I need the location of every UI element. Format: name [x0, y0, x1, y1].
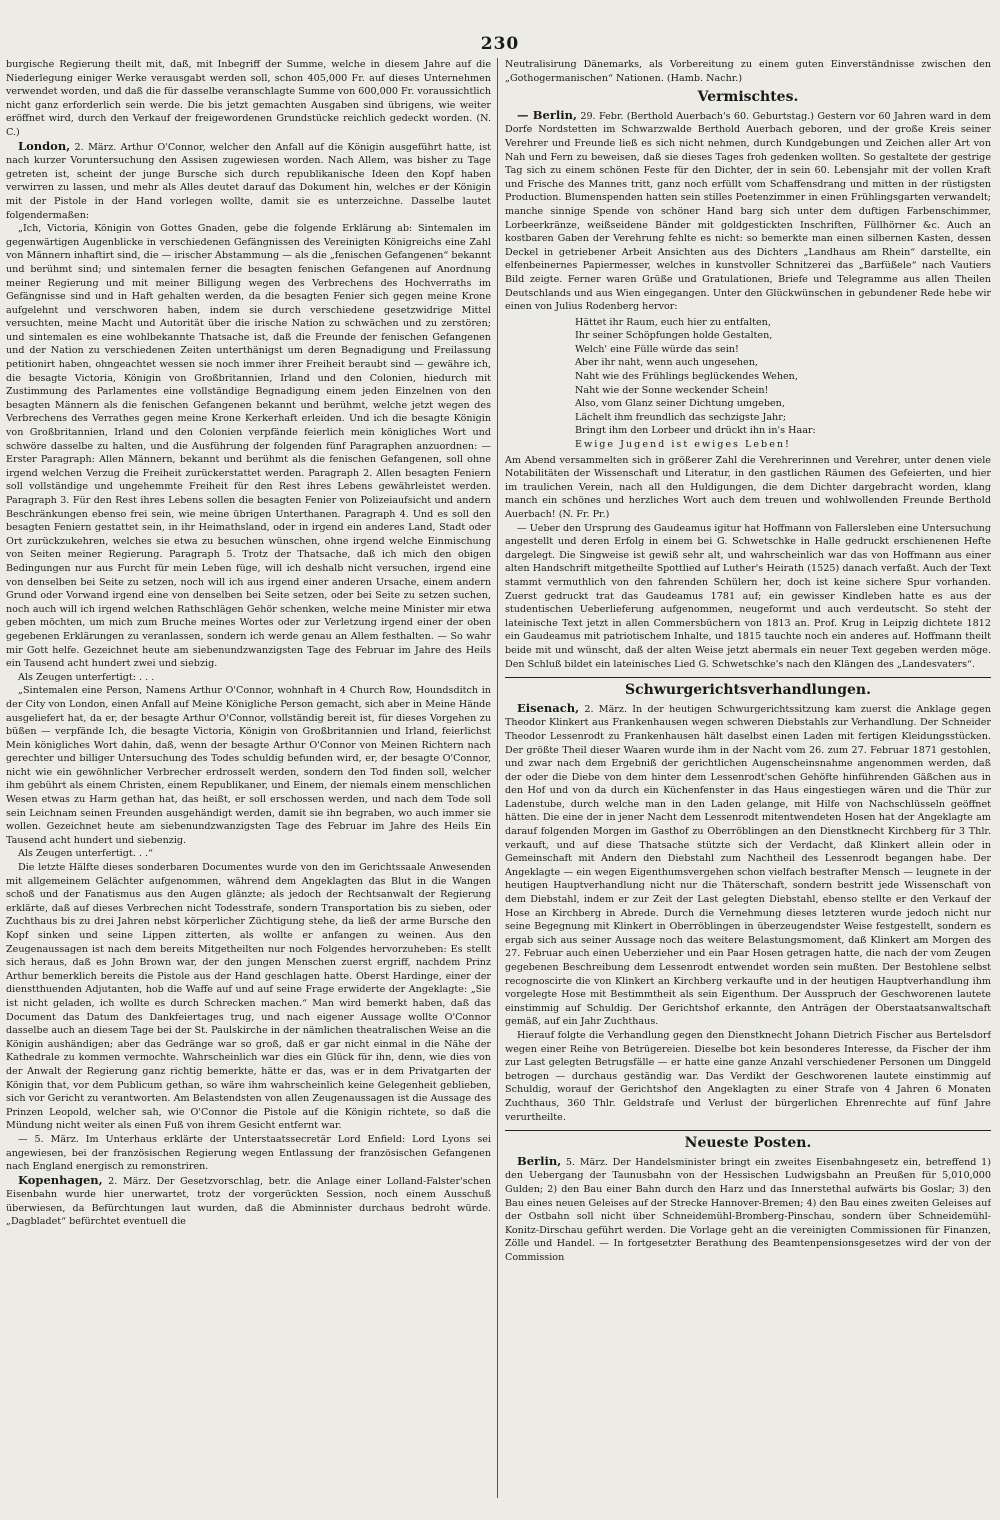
poem-line: Ewige Jugend ist ewiges Leben! — [575, 439, 791, 451]
article-paragraph: 29. Febr. (Berthold Auerbach's 60. Geburtstag.) Gestern vor 60 Jahren ward in dem Dorfe Nordstetten im Schwarzwalde Berthold Auerbach geboren, und der große Kreis seiner Verehrer und Freunde ließ es sich nicht nehmen, durch Kundgebungen und Zeichen aller Art von Nah und Fern zu beweisen, daß sie dieses Tages froh gedenken wollten. So gestaltete der gestrige Tag sich zu einem schönen Feste für den Dichter, der in sein 60. Lebensjahr mit der vollen Kraft und Frische des Mannes tritt, ganz noch erfüllt vom Schaffensdrang und mitten in der rüstigsten Production. Blumenspenden hatten sein stilles Poetenzimmer in einen Frühlingsgarten verwandelt; manche sinnige Spende von schöner Hand barg sich unter dem duftigen Farbenschimmer, Lorbeerkränze, weißseidene Bänder mit goldgestickten Inschriften, Füllhörner &c. Auch an kostbaren Gaben der Verehrung fehlte es nicht: so bemerkte man einen silbernen Kasten, dessen Deckel in getriebener Arbeit Ansichten aus des Dichters „Landhaus am Rhein“ darstellte, ein elfenbeinernes Papiermesser, welches in kunstvoller Schnitzerei das „Barfüßele“ nach Vautiers Bild zeigte. Ferner waren Grüße und Gratulationen, Briefe und Telegramme aus allen Theilen Deutschlands und aus Wien eingegangen. Unter den Glückwünschen in gebundener Rede hebe wir einen von Julius Rodenberg hervor: — [505, 110, 991, 313]
section-rule — [505, 677, 991, 678]
poem-line: Aber ihr naht, wenn auch ungesehen, — [575, 357, 758, 369]
article-paragraph: — 5. März. Im Unterhaus erklärte der Unterstaatssecretär Lord Enfield: Lord Lyons sei angewiesen, bei der französischen Regierung wegen Entlassung der französischen Gefangenen nach England energisch zu remonstriren. — [6, 1133, 491, 1173]
poem — [575, 316, 991, 452]
article-paragraph: Die letzte Hälfte dieses sonderbaren Documentes wurde von den im Gerichtssaale Anwesenden mit allgemeinem Gelächter aufgenommen, während dem Angeklagten das Blut in die Wangen schoß und der Fanatismus aus den Augen glänzte; als jedoch der Rechtsanwalt der Regierung erklärte, daß auf dieses Verbrechen nicht Todesstrafe, sondern Transportation bis zu sieben, oder Zuchthaus bis zu drei Jahren nebst körperlicher Züchtigung stehe, da ließ der arme Bursche den Kopf sinken und seine Lippen zitterten, als wollte er anfangen zu weinen. Aus den Zeugenaussagen ist nach dem bereits Mitgetheilten nur noch Folgendes hervorzuheben: Es stellt sich heraus, daß es John Brown war, der den jungen Menschen zuerst ergriff, nachdem Prinz Arthur bemerklich bereits die Pistole aus der Hand geschlagen hatte. Oberst Hardinge, einer der dienstthuenden Adjutanten, hob die Waffe auf und auf seine Frage erwiderte der Angeklagte: „Sie ist nicht geladen, ich wollte es durch Schrecken machen.“ Man wird bemerkt haben, daß das Document das Datum des Dankfeiertages trug, und nach eigener Aussage wollte O'Connor dasselbe auch an diesem Tage bei der St. Paulskirche in der nämlichen theatralischen Weise an die Königin aushändigen; aber das Gedränge war so groß, daß er gar nicht einmal in die Nähe der Kathedrale zu kommen vermochte. Wahrscheinlich war dies ein Glück für ihn, denn, wie dies von der Anwalt der Regierung ganz richtig bemerkte, hätte er das, was er in dem Privatgarten der Königin that, vor dem Publicum gethan, so wäre ihm wahrscheinlich keine Gelegenheit geblieben, sich vor Gericht zu verantworten. Am Belastendsten von allen Zeugenaussagen ist die Aussage des Prinzen Leopold, welcher sah, wie O'Connor die Pistole auf die Königin richtete, so daß die Mündung nicht weiter als einen Fuß von ihrem Gesicht entfernt war. — [6, 862, 491, 1132]
article-paragraph: Hierauf folgte die Verhandlung gegen den Dienstknecht Johann Dietrich Fischer aus Bertelsdorf wegen einer Reihe von Betrügereien. Dieselbe bot kein besonderes Interesse, da Fischer der ihm zur Last gelegten Betrugsfälle — er hatte eine ganze Anzahl verschiedener Personen um Dinggeld betrogen — durchaus geständig war. Das Verdikt der Geschworenen lautete einstimmig auf Schuldig, worauf der Gerichtshof den Angeklagten zu einer Strafe von 4 Jahren 6 Monaten Zuchthaus, 360 Thlr. Geldstrafe und Verlust der bürgerlichen Ehrenrechte auf fünf Jahre verurtheilte. — [505, 1029, 991, 1123]
poem-line: Also, vom Glanz seiner Dichtung umgeben, — [575, 398, 785, 410]
article-london — [6, 140, 491, 223]
article-berlin-handel — [505, 1155, 991, 1265]
article-eisenach — [505, 702, 991, 1029]
dateline-london: London, — [18, 138, 71, 153]
article-paragraph: — Ueber den Ursprung des Gaudeamus igitur hat Hoffmann von Fallersleben eine Untersuchung angestellt und deren Erfolg in einem bei G. Schwetschke in Halle gedruckt erschienenen Hefte dargelegt. Die Singweise ist gewiß sehr alt, und wahrscheinlich war das von Hoffmann aus einer alten Handschrift mitgetheilte Spottlied auf Luther's Heirath (1525) danach verfaßt. Auch der Text stammt vermuthlich von den fahrenden Schülern her, doch ist keine sichere Spur vorhanden. Zuerst gedruckt trat das Gaudeamus 1781 auf; ein gewisser Kindleben hatte es aus der studentischen Ueberlieferung aufgenommen, neugeformt und auch verdeutscht. So steht der lateinische Text jetzt in allen Commersbüchern von 1813 an. Prof. Krug in Leipzig dichtete 1812 ein Gaudeamus mit patriotischem Inhalte, und 1815 tauchte noch ein anderes auf. Hoffmann theilt beide mit und wünscht, daß der alten Weise jetzt abermals ein neuer Text gegeben werden möge. Den Schluß bildet ein lateinisches Lied G. Schwetschke's nach den Klängen des „Landesvaters“. — [505, 522, 991, 670]
section-title-vermischtes: Vermischtes. — [697, 89, 799, 106]
poem-line: Naht wie der Sonne weckender Schein! — [575, 384, 769, 396]
poem-line: Bringt ihm den Lorbeer und drückt ihn in's Haar: — [575, 425, 816, 437]
left-column — [6, 58, 491, 1498]
poem-line: Ihr seiner Schöpfungen holde Gestalten, — [575, 330, 773, 342]
poem-line: Welch' eine Fülle würde das sein! — [575, 343, 739, 355]
dateline-berlin: — Berlin, — [517, 107, 577, 122]
section-title-neueste-posten: Neueste Posten. — [684, 1135, 812, 1152]
dateline-eisenach: Eisenach, — [517, 700, 580, 715]
article-paragraph: 2. März. Der Gesetzvorschlag, betr. die Anlage einer Lolland-Falster'schen Eisenbahn wurde hier unerwartet, trotz der vorgerückten Session, noch einem Ausschuß überwiesen, da Befürchtungen laut wurden, daß die Abminnister durchaus bedroht würde. „Dagbladet“ befürchtet eventuell die — [6, 1175, 491, 1228]
dateline-berlin-2: Berlin, — [517, 1153, 562, 1168]
article-paragraph: burgische Regierung theilt mit, daß, mit Inbegriff der Summe, welche in diesem Jahre auf die Niederlegung einiger Werke verausgabt werden soll, schon 405,000 Fr. auf dieses Unternehmen verwendet worden, und daß die für dasselbe veranschlagte Summe von 600,000 Fr. voraussichtlich nicht ganz erforderlich sein werde. Die bis jetzt gemachten Ausgaben sind übrigens, wie weiter eröffnet wird, durch den Verkauf der freigewordenen Grundstücke reichlich gedeckt worden. (N. C.) — [6, 59, 491, 138]
article-paragraph: 2. März. In der heutigen Schwurgerichtssitzung kam zuerst die Anklage gegen Theodor Klinkert aus Frankenhausen wegen schweren Diebstahls zur Verhandlung. Der Schneider Theodor Lessenrodt zu Frankenhausen hält daselbst einen Laden mit fertigen Kleidungsstücken. Der größte Theil dieser Waaren wurde ihm in der Nacht vom 26. zum 27. Februar 1871 gestohlen, und zwar nach dem Ergebniß der gerichtlichen Augenscheinsnahme angenommen werden, daß der oder die Diebe von dem hinter dem Lessenrodt'schen Gehöfte hinführenden Gäßchen aus in den Hof und von da durch ein Küchenfenster in das Haus eingestiegen wären und die Thür zur Ladenstube, durch welche man in den Laden gelange, mit Hilfe von Nachschlüsseln geöffnet hätten. Die eine der in jener Nacht dem Lessenrodt mitentwendeten Hosen hat der Angeklagte am darauf folgenden Morgen im Gasthof zu Oberröblingen an den Dienstknecht Kirchberg für 3 Thlr. verkauft, und auf diese Thatsache stützte sich der Verdacht, daß Klinkert allein oder in Gemeinschaft mit Andern den Diebstahl zum Nachtheil des Lessenrodt begangen habe. Der Angeklagte — ein wegen Eigenthumsvergehen schon vielfach bestrafter Mensch — leugnete in der heutigen Hauptverhandlung nicht nur die Thäterschaft, sondern bestritt jede Wissenschaft von dem Diebstahl, indem er zur Zeit der Last gelegten Diebstahl, ebenso stellte er den Verkauf der Hose an Kirchberg in Abrede. Durch die Vernehmung dieses letzteren wurde jedoch nicht nur seine Begegnung mit Klinkert in Oberröblingen in überzeugendster Weise festgestellt, sondern es ergab sich aus seiner Aussage noch das weitere Belastungsmoment, daß Klinkert am Morgen des 27. Februar auch einen Ueberzieher und ein Paar Hosen getragen hatte, die nach der vom Zeugen gegebenen Beschreibung dem Lessenrodt entwendet worden sein mußten. Der Bestohlene selbst recognoscirte die von Klinkert an Kirchberg verkaufte und in der heutigen Hauptverhandlung ihm vorgelegte Hose mit Bestimmtheit als sein Eigenthum. Der Ausspruch der Geschworenen lautete einstimmig auf Schuldig. Der Gerichtshof erkannte, den Anträgen der Oberstaatsanwaltschaft gemäß, auf ein Jahr Zuchthaus. — [505, 703, 991, 1028]
article-paragraph: 2. März. Arthur O'Connor, welcher den Anfall auf die Königin ausgeführt hatte, ist nach kurzer Voruntersuchung den Assisen zugewiesen worden. Nach Allem, was bisher zu Tage getreten ist, scheint der junge Bursche sich durch republikanische Ideen den Kopf haben verwirren zu lassen, und mehr als Alles deutet darauf das Dokument hin, welches er der Königin mit der Pistole in der Hand vorlegen wollte, damit sie es unterzeichne. Dasselbe lautet folgendermaßen: — [6, 141, 491, 221]
column-divider — [497, 58, 498, 1498]
article-paragraph: „Sintemalen eine Person, Namens Arthur O'Connor, wohnhaft in 4 Church Row, Houndsditch in der City von London, einen Anfall auf Meine Königliche Person gemacht, sich aber in Meine Hände ausgeliefert hat, da er, der besagte Arthur O'Connor, vollständig bereit ist, für dieses Vorgehen zu büßen — verpfände Ich, die besagte Victoria, Königin von Großbritannien und Irland, feierlichst Mein königliches Wort dahin, daß, wenn der besagte Arthur O'Connor von Meinen Richtern nach gerechter und billiger Untersuchung des Todes schuldig befunden wird, er, der besagte O'Connor, nicht wie ein gewöhnlicher Verbrecher erdrosselt werden, sondern den Tod finden soll, welcher ihm gebührt als einem Christen, einem Republikaner, und Einem, der niemals einem menschlichen Wesen etwas zu Harm gethan hat, das heißt, er soll erschossen werden, und nach dem Tode soll sein Leichnam seinen Freunden ausgehändigt werden, damit sie ihn begraben, wo auch immer sie wollen. Gezeichnet heute am siebenundzwanzigsten Tage des Februar im Jahre des Heils Ein Tausend acht hundert und siebenzig. — [6, 685, 491, 846]
article-kopenhagen — [6, 1174, 491, 1229]
article-berlin-auerbach — [505, 109, 991, 314]
poem-line: Naht wie des Frühlings beglückendes Wehen, — [575, 371, 798, 383]
poem-line: Lächelt ihm freundlich das sechzigste Jahr; — [575, 411, 787, 423]
poem-line: Hättet ihr Raum, euch hier zu entfalten, — [575, 316, 771, 328]
article-paragraph: Neutralisirung Dänemarks, als Vorbereitung zu einem guten Einverständnisse zwischen den „Gothogermanischen“ Nationen. (Hamb. Nachr.) — [505, 59, 991, 84]
dateline-kopenhagen: Kopenhagen, — [18, 1172, 103, 1187]
article-paragraph: Als Zeugen unterfertigt: . . . — [18, 671, 155, 683]
article-paragraph: 5. März. Der Handelsminister bringt ein zweites Eisenbahngesetz ein, betreffend 1) den Uebergang der Taunusbahn von der Hessischen Ludwigsbahn an Preußen für 5,010,000 Gulden; 2) den Bau einer Bahn durch den Harz und das Innerstethal aufwärts bis Goslar; 3) den Bau eines neuen Geleises auf der Strecke Hannover-Bremen; 4) den Bau eines zweiten Geleises auf der Ostbahn soll nicht über Schneidemühl-Bromberg-Pinschau, sondern über Schneidemühl-Konitz-Dirschau geführt werden. Die Vorlage geht an die vereinigten Commissionen für Finanzen, Zölle und Handel. — In fortgesetzter Berathung des Beamtenpensionsgesetzes wird der von der Commission — [505, 1156, 991, 1263]
right-column — [505, 58, 991, 1498]
article-paragraph: Als Zeugen unterfertigt. . .“ — [18, 848, 153, 860]
section-title-schwurgericht: Schwurgerichtsverhandlungen. — [625, 682, 871, 699]
section-rule — [505, 1130, 991, 1131]
article-paragraph: Am Abend versammelten sich in größerer Zahl die Verehrerinnen und Verehrer, unter denen viele Notabilitäten der Wissenschaft und Literatur, in den gastlichen Räumen des Gefeierten, und hier im traulichen Verein, nach all den Huldigungen, die dem Dichter dargebracht worden, klang manch ein schönes und herzliches Wort auch dem treuen und wohlwollenden Freunde Berthold Auerbach! (N. Fr. Pr.) — [505, 454, 991, 520]
article-paragraph: „Ich, Victoria, Königin von Gottes Gnaden, gebe die folgende Erklärung ab: Sintemalen im gegenwärtigen Augenblicke in verschiedenen Gefängnissen des Vereinigten Königreichs eine Zahl von Männern inhaftirt sind, die — irischer Abstammung — als die „fenischen Gefangenen“ bekannt und berühmt sind; und sintemalen ferner die besagten fenischen Gefangenen auf Anordnung meiner Regierung und mit meiner Billigung wegen des Verbrechens des Hochverraths im Gefängnisse sind und in Haft gehalten werden, da die besagten Fenier sich gegen meine Krone aufgelehnt und verschworen haben, indem sie durch verschiedene gesetzwidrige Mittel versuchten, meine Macht und Autorität über die irische Nation zu schwächen und zu zerstören; und sintemalen es eine wohlbekannte Thatsache ist, daß die Freunde der fenischen Gefangenen und der Nation zu verschiedenen Zeiten unterthänigst um deren Begnadigung und Freilassung petitionirt haben, ohngeachtet wessen sie noch immer ihrer Freiheit beraubt sind — gewähre ich, die besagte Victoria, Königin von Großbritannien, Irland und den Colonien, hiedurch mit Zustimmung des Parlamentes eine vollständige Begnadigung einem jeden Einzelnen von den besagten Männern als die fenischen Gefangenen bekannt und berühmt, welche jetzt wegen des Verbrechens des Verrathes gegen meine Krone Kerkerhaft erleiden. Und ich die besagte Königin von Großbritannien, Irland und den Colonien verpfände feierlich mein königliches Wort und schwöre dasselbe zu halten, und die Ausführung der folgenden fünf Paragraphen anzuordnen: — Erster Paragraph: Allen Männern, bekannt und berühmt als die fenischen Gefangenen, soll ohne irgend welchen Verzug die Freiheit zurückerstattet werden. Paragraph 2. Allen besagten Feniern soll vollständige und ungehemmte Freiheit für den Rest ihres Lebens gewährleistet werden. Paragraph 3. Für den Rest ihres Lebens sollen die besagten Fenier von Polizeiaufsicht und andern Beschränkungen ebenso frei sein, wie meine übrigen Unterthanen. Paragraph 4. Und es soll den besagten Feniern gestattet sein, in ihr Heimathsland, oder in irgend ein anderes Land, Stadt oder Ort zurückzukehren, welches sie etwa zu besuchen wünschen, ohne irgend welche Einmischung von Seiten meiner Regierung. Paragraph 5. Trotz der Thatsache, daß ich mich den obigen Bedingungen nur aus Furcht für mein Leben füge, will ich deshalb nicht versuchen, irgend eine von denselben bei Seite zu setzen, noch will ich aus irgend einer anderen Ursache, einem andern Grund oder Vorwand irgend eine von denselben bei Seite setzen, oder bei Seite zu setzen suchen, noch auch will ich irgend welchen Rathschlägen Gehör schenken, welche meine Minister mir etwa geben möchten, um mich zum Bruche meines Wortes oder zur Verletzung irgend einer der oben gegebenen Erklärungen zu veranlassen, sondern ich werde genau an Allem festhalten. — So wahr mir Gott helfe. Gezeichnet heute am siebenundzwanzigsten Tage des Februar im Jahre des Heils ein Tausend acht hundert zwei und siebzig. — [6, 223, 491, 670]
page-number: 230 — [480, 34, 520, 54]
